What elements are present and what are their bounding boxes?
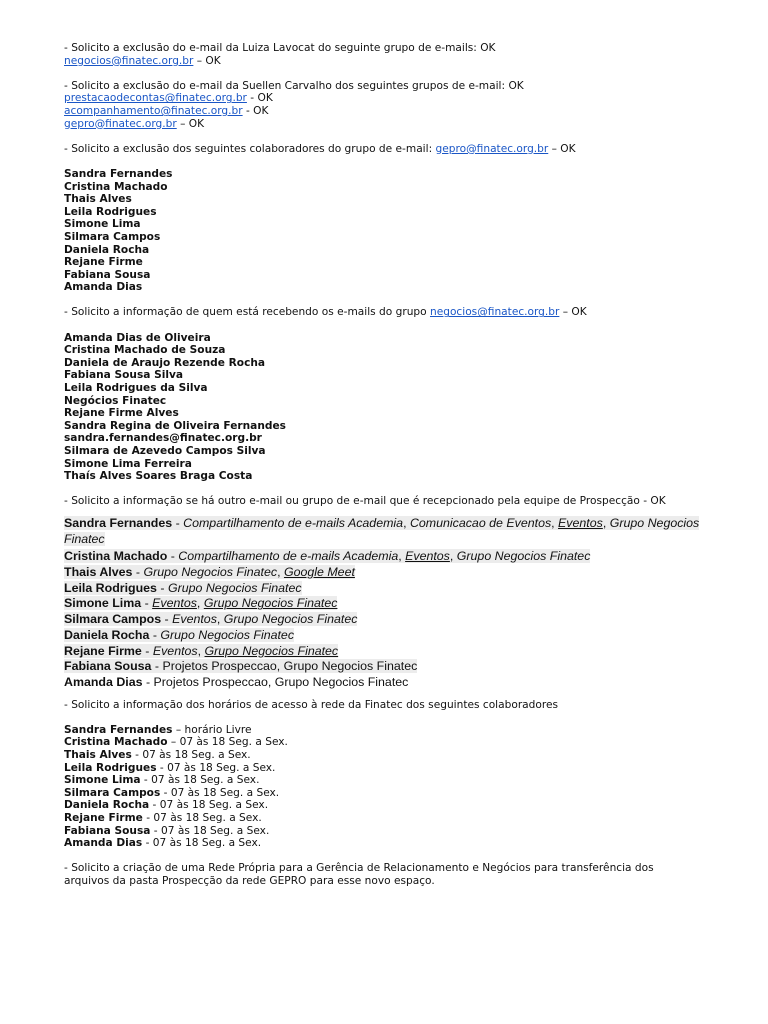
group-line [64,92,724,105]
request-text: - Solicito a exclusão dos seguintes colaboradores do grupo de e-mail: [64,142,436,155]
hours-row [64,736,724,749]
group-name: Eventos [152,643,198,658]
recipient-name: Sandra Regina de Oliveira Fernandes [64,419,286,432]
member-name: Cristina Machado [64,549,168,564]
collaborator-name: Daniela Rocha [64,243,150,256]
separator: - [142,675,154,689]
separator: - [167,549,179,564]
separator: , [449,549,457,564]
request-remove-suellen: - Solicito a exclusão do e-mail da Suellen Carvalho dos seguintes grupos de e-mail: OK [64,79,524,92]
collaborator-name: Sandra Fernandes [64,167,173,180]
separator: - [141,596,153,611]
group-name: Grupo Negocios Finatec [160,627,295,642]
hours-row [64,724,724,737]
groups-list [64,516,724,691]
member-name: Daniela Rocha [64,627,150,642]
hours-text: - 07 às 18 Seg. a Sex. [160,786,280,799]
group-row [64,659,724,675]
member-name: Fabiana Sousa [64,659,152,674]
member-name: Fabiana Sousa [64,824,151,837]
separator: , [197,643,205,658]
request-remove-luiza: - Solicito a exclusão do e-mail da Luiza Lavocat do seguinte grupo de e-mails: OK [64,42,496,54]
collaborator-name: Silmara Campos [64,230,161,243]
group-row [64,612,724,628]
group-row [64,675,724,691]
collaborator-name: Amanda Dias [64,281,143,294]
recipient-name: Amanda Dias de Oliveira [64,331,211,344]
email-link[interactable]: negocios@finatec.org.br [64,54,194,67]
request-remove-collaborators [64,143,724,156]
recipient-name: Silmara de Azevedo Campos Silva [64,445,266,457]
separator: - [149,627,161,642]
group-name: Compartilhamento de e-mails Academia [178,549,399,564]
member-name: Silmara Campos [64,786,161,799]
member-name: Thais Alves [64,565,133,580]
member-name: Amanda Dias [64,837,143,850]
group-row [64,628,724,644]
hours-text: - 07 às 18 Seg. a Sex. [142,837,262,850]
hours-row [64,774,724,787]
hours-row [64,799,724,812]
recipient-name: Simone Lima Ferreira [64,457,192,470]
group-name[interactable]: Eventos [152,596,197,611]
member-name: Sandra Fernandes [64,723,173,736]
hours-text: - 07 às 18 Seg. a Sex. [142,812,262,825]
member-name: Leila Rodrigues [64,580,157,595]
separator: - [156,580,168,595]
email-document [64,42,724,888]
status-text: – OK [176,117,205,130]
group-name: Compartilhamento de e-mails Academia [183,515,404,530]
member-name: Rejane Firme [64,643,142,658]
collaborator-name: Simone Lima [64,218,141,231]
recipient-name: Daniela de Araujo Rezende Rocha [64,356,266,369]
hours-text: - 07 às 18 Seg. a Sex. [156,761,276,774]
request-new-network-cont: arquivos da pasta Prospecção da rede GEPRO para esse novo espaço. [64,875,435,888]
separator: , [403,515,410,530]
separator: , [277,565,284,580]
recipient-name: Thaís Alves Soares Braga Costa [64,470,253,483]
separator: , [196,596,204,611]
group-name[interactable]: Grupo Negocios Finatec [203,596,338,611]
request-other-groups: - Solicito a informação se há outro e-mail ou grupo de e-mail que é recepcionado pela equipe de Prospecção - OK [64,495,666,508]
request-access-hours: - Solicito a informação dos horários de acesso à rede da Finatec dos seguintes colaboradores [64,698,559,711]
separator: , [216,612,224,627]
hours-text: - 07 às 18 Seg. a Sex. [149,799,269,812]
member-name: Simone Lima [64,596,142,611]
group-name: Comunicacao de Eventos [409,515,552,530]
request-text: - Solicito a informação de quem está recebendo os e-mails do grupo [64,306,430,319]
member-name: Thais Alves [64,749,132,762]
group-row [64,581,724,597]
hours-row [64,837,724,850]
hours-text: - 07 às 18 Seg. a Sex. [150,824,270,837]
group-row [64,596,724,612]
member-name: Leila Rodrigues [64,761,157,774]
collaborator-name: Leila Rodrigues [64,205,157,218]
email-link[interactable]: acompanhamento@finatec.org.br [64,104,243,117]
hours-text: – horário Livre [172,723,252,736]
group-name: Grupo Negocios Finatec [223,612,358,627]
group-name[interactable]: Grupo Negocios Finatec [204,643,339,658]
group-name: Grupo Negocios Finatec [167,580,302,595]
member-name: Sandra Fernandes [64,515,173,530]
collaborator-name: Thais Alves [64,193,132,206]
member-name: Rejane Firme [64,812,143,825]
group-row [64,644,724,660]
hours-text: - 07 às 18 Seg. a Sex. [140,774,260,787]
recipient-name: Fabiana Sousa Silva [64,369,184,382]
member-name: Simone Lima [64,774,141,787]
separator: - [161,612,173,627]
group-line [64,118,724,131]
group-line [64,105,724,118]
recipient-name: Negócios Finatec [64,394,167,407]
status-text: - OK [246,92,273,105]
group-row [64,565,724,581]
collaborator-name: Cristina Machado [64,180,168,193]
group-name[interactable]: Eventos [558,515,603,530]
recipient-name: sandra.fernandes@finatec.org.br [64,432,262,445]
recipient-name: Cristina Machado de Souza [64,344,226,357]
separator: , [551,515,559,530]
group-name[interactable]: Google Meet [283,565,355,580]
separator: , [602,515,610,530]
separator: - [141,643,153,658]
group-name: Projetos Prospeccao, Grupo Negocios Finatec [162,659,418,674]
group-name: Grupo Negocios Finatec [143,565,278,580]
email-link[interactable]: gepro@finatec.org.br [64,117,177,130]
hours-row [64,749,724,762]
hours-row [64,825,724,838]
hours-text: – 07 às 18 Seg. a Sex. [167,736,288,749]
group-name: Projetos Prospeccao, Grupo Negocios Finatec [153,675,409,689]
request-new-network: - Solicito a criação de uma Rede Própria para a Gerência de Relacionamento e Negócios para transferência dos [64,862,654,875]
group-row [64,516,724,547]
collaborator-name: Fabiana Sousa [64,268,151,281]
group-name: Grupo Negocios Finatec [64,515,700,546]
recipient-name: Leila Rodrigues da Silva [64,382,208,395]
recipient-name: Rejane Firme Alves [64,407,179,420]
status-text: – OK [559,306,587,319]
hours-row [64,762,724,775]
email-link[interactable]: gepro@finatec.org.br [435,142,549,155]
hours-text: - 07 às 18 Seg. a Sex. [131,749,251,762]
separator: , [398,549,406,564]
status-text: – OK [193,54,221,67]
group-name[interactable]: Eventos [405,549,450,564]
collaborator-name: Rejane Firme [64,256,143,269]
email-link[interactable]: prestacaodecontas@finatec.org.br [64,92,247,105]
group-name: Eventos [172,612,217,627]
separator: - [172,515,184,530]
group-name: Grupo Negocios Finatec [456,549,591,564]
member-name: Silmara Campos [64,612,162,627]
member-name: Amanda Dias [64,675,143,689]
separator: - [151,659,163,674]
status-text: - OK [242,104,269,117]
hours-row [64,787,724,800]
email-link[interactable]: negocios@finatec.org.br [429,306,560,319]
request-group-recipients [64,306,724,319]
group-line [64,55,724,68]
member-name: Daniela Rocha [64,799,150,812]
member-name: Cristina Machado [64,736,168,749]
separator: - [132,565,144,580]
status-text: – OK [548,142,576,155]
hours-row [64,812,724,825]
group-row [64,549,724,565]
